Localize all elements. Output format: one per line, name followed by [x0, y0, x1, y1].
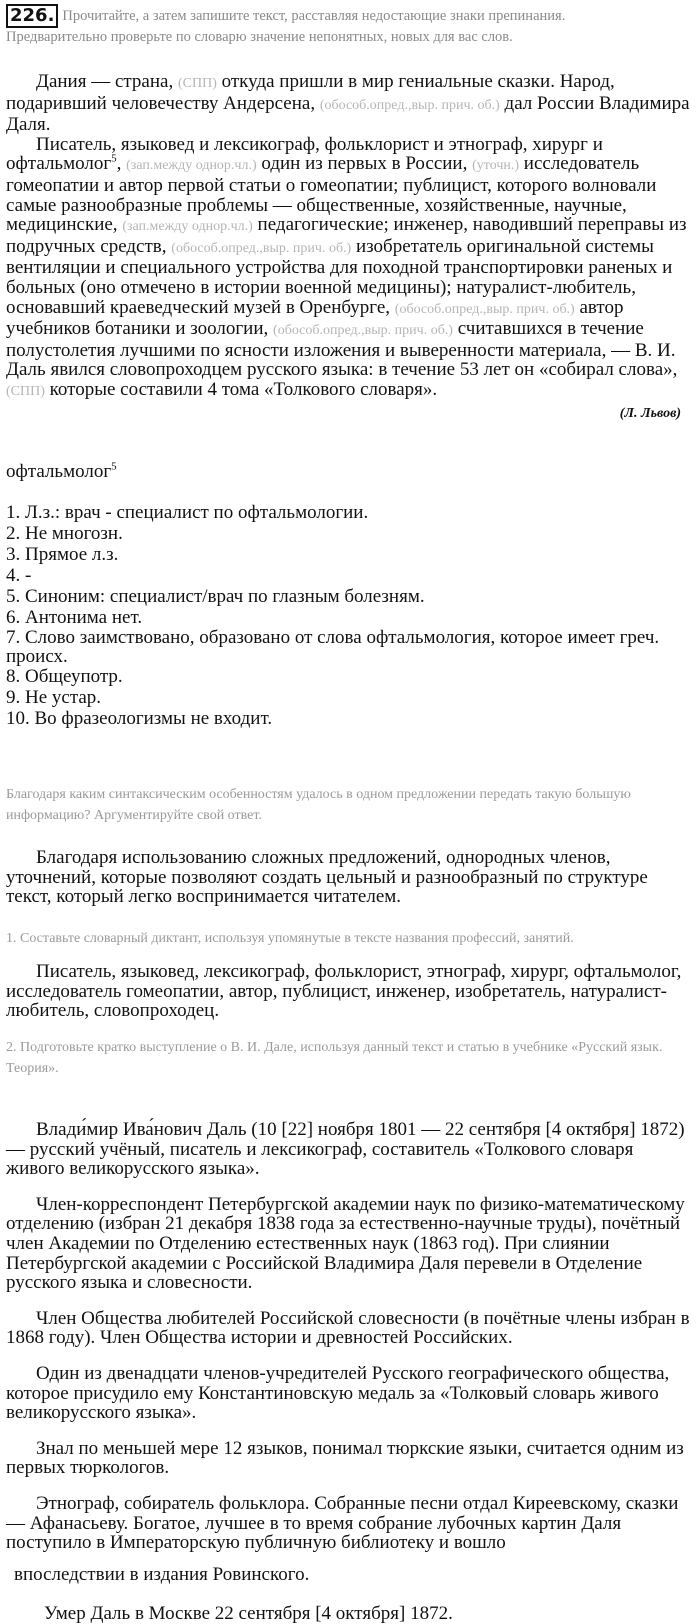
grammar-note: (зап.между однор.чл.) [126, 158, 257, 174]
answer-syntax: Благодаря использованию сложных предложений, однородных членов, уточнений, которые позволяют создать цельный и разнообразный по структуре текст, который легко воспринимается читателем. [6, 847, 648, 908]
task-instruction-line1: Прочитайте, а затем запишите текст, расставляя недостающие знаки препинания. [62, 8, 566, 24]
grammar-note: (обособ.опред.,выр. прич. об.) [394, 301, 575, 317]
word-analysis-title: офтальмолог$^5$ [6, 460, 117, 482]
speech-paragraph: Знал по меньшей мере 12 языков, понимал тюркские языки, считается одним из первых тюркологов. [6, 1437, 684, 1479]
speech-paragraph: Один из двенадцати членов-учредителей Русского географического общества, которое присудило ему Константиновскую медаль за «Толковый словарь живого великорусского языка». [6, 1362, 670, 1424]
grammar-note: (СПП) [6, 383, 45, 399]
grammar-note: (обособ.опред.,выр. прич. об.) [171, 240, 352, 256]
list-item: 7. Слово заимствовано, образовано от слова офтальмология, которое имеет греч. происх. [6, 627, 660, 667]
list-item: 4. - [6, 565, 32, 586]
text-paragraph-2: Писатель, языковед и лексикограф, фольклорист и этнограф, хирург и офтальмолог$^5$, (зап.между однор.чл.) один из первых в России, (уточн.) исследователь гомеопатии и автор первой статьи о гомеопатии; публицист, которого волновали самые разнообразные проблемы — общественные, хозяйственные, научные, медицинские, (зап.между однор.чл.) педагогические; инженер, наводивший переправы из подручных средств, (обособ.опред.,выр. прич. об.) изобретатель оригинальной системы вентиляции и специального устройства для походной транспортировки раненых и больных (оно отмечено в истории военной медицины); натуралист-любитель, основавший краеведческий музей в Оренбурге, (обособ.опред.,выр. прич. об.) автор учебников ботаники и зоологии, (обособ.опред.,выр. прич. об.) считавшихся в течение полустолетия лучшими по ясности изложения и выверенности материала, — В. И. Даль явился словопроходцем русского языка: в течение 53 лет он «собирал слова», (СПП) которые составили 4 тома «Толкового словаря». [6, 133, 687, 400]
grammar-note: (уточн.) [472, 158, 520, 174]
speech-paragraph: Член Общества любителей Российской словесности (в почётные члены избран в 1868 году). Член Общества истории и древностей Российских. [6, 1307, 690, 1349]
speech-paragraph: Этнограф, собиратель фольклора. Собранные песни отдал Киреевскому, сказки — Афанасьеву. Богатое, лучшее в то время собрание лубочных картин Даля поступило в Императорскую публичную библиотеку и вошло [6, 1492, 679, 1554]
list-item: 8. Общеупотр. [6, 666, 123, 687]
task-instruction-line2: Предварительно проверьте по словарю значение непонятных, новых для вас слов. [6, 29, 513, 45]
task-header [6, 4, 691, 47]
speech-paragraph: впоследствии в издания Ровинского. [14, 1563, 310, 1585]
question-speech: 2. Подготовьте кратко выступление о В. И. Дале, используя данный текст и статью в учебнике «Русский язык. Теория». [6, 1040, 663, 1076]
grammar-note: (СПП) [177, 76, 217, 91]
footnote-marker: 5 [111, 153, 117, 166]
question-syntax: Благодаря каким синтаксическим особенностям удалось в одном предложении передать такую большую информацию? Аргументируйте свой ответ. [6, 787, 631, 823]
grammar-note: (обособ.опред.,выр. прич. об.) [273, 323, 453, 339]
grammar-note: (обособ.опред.,выр. прич. об.) [319, 97, 500, 113]
task-number: 226. [6, 4, 58, 28]
list-item: 2. Не многозн. [6, 523, 123, 544]
list-item: 1. Л.з.: врач - специалист по офтальмологии. [6, 502, 369, 523]
list-item: 3. Прямое л.з. [6, 544, 119, 565]
speech-text [6, 1120, 691, 1624]
text-paragraph-1: Дания — страна, (СПП) откуда пришли в мир гениальные сказки. Народ, подаривший человечеству Андерсена, (обособ.опред.,выр. прич. об.) дал России Владимира Даля. [6, 71, 690, 136]
author-attribution: (Л. Львов) [619, 405, 681, 421]
word-analysis-list [6, 502, 691, 729]
list-item: 5. Синоним: специалист/врач по глазным болезням. [6, 586, 425, 607]
list-item: 10. Во фразеологизмы не входит. [6, 708, 273, 729]
speech-paragraph: Умер Даль в Москве 22 сентября [4 октября] 1872. [44, 1603, 453, 1624]
answer-dictation: Писатель, языковед, лексикограф, фольклорист, этнограф, хирург, офтальмолог, исследователь гомеопатии, автор, публицист, инженер, изобретатель, натуралист-любитель, словопроходец. [6, 961, 682, 1022]
grammar-note: (зап.между однор.чл.) [122, 219, 253, 235]
list-item: 6. Антонима нет. [6, 607, 143, 628]
speech-paragraph: Член-корреспондент Петербургской академии наук по физико-математическому отделению (избран 21 декабря 1838 года за естественно-научные труды), почётный член Академии по Отделению естественных наук (1863 год). При слиянии Петербургской академии с Российской Владимира Даля перевели в Отделение русского языка и словесности. [6, 1193, 685, 1294]
question-dictation: 1. Составьте словарный диктант, используя упомянутые в тексте названия профессий, занятий. [6, 931, 574, 946]
main-text [6, 72, 691, 423]
list-item: 9. Не устар. [6, 687, 102, 708]
speech-paragraph: Влади́мир Ива́нович Даль (10 [22] ноября 1801 — 22 сентября [4 октября] 1872) — русский учёный, писатель и лексикограф, составитель «Толкового словаря живого великорусского языка». [6, 1119, 685, 1180]
